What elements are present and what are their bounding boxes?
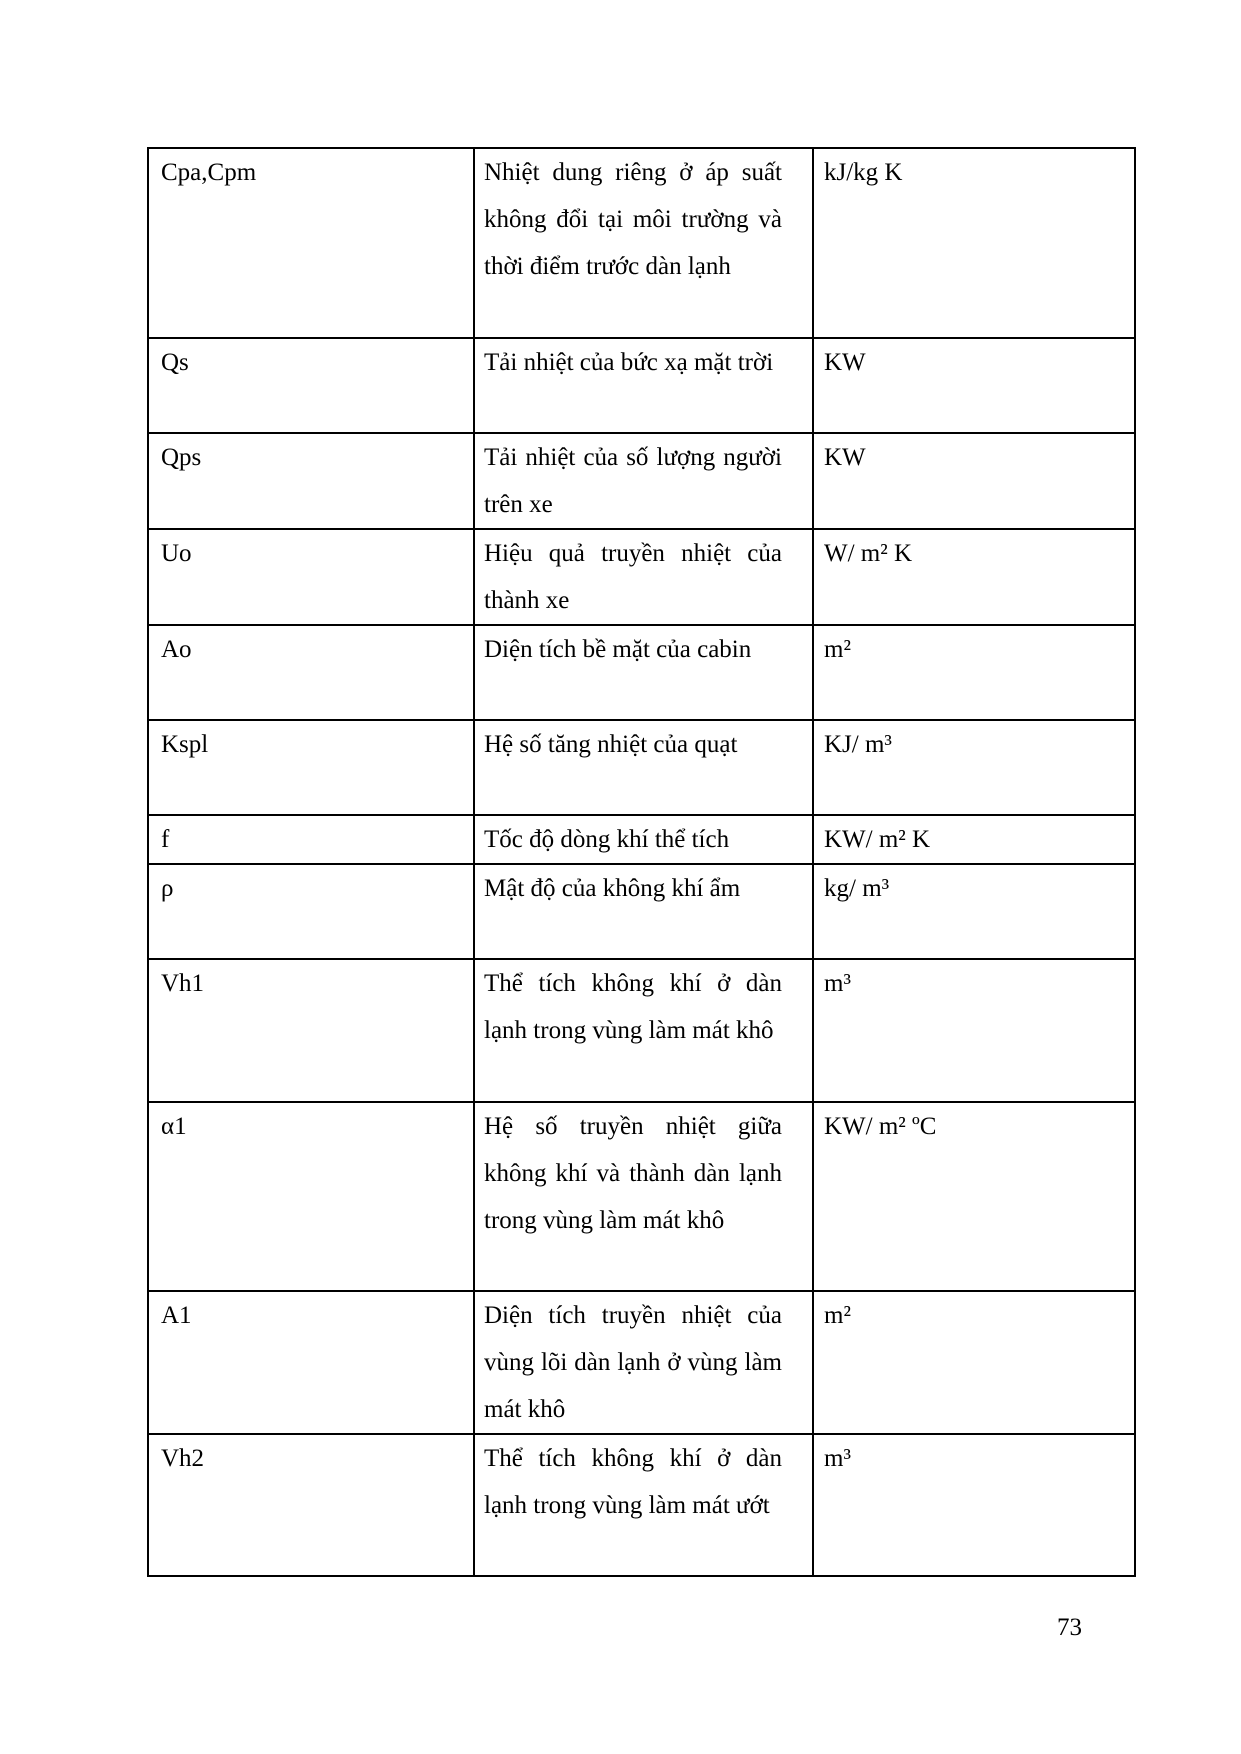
description-cell: Diện tích truyền nhiệt của vùng lõi dàn lạnh ở vùng làm mát khô <box>474 1291 813 1434</box>
symbol-cell: Kspl <box>148 720 474 815</box>
table-row <box>148 864 1135 959</box>
unit-cell: KW/ m² ºC <box>813 1102 1135 1291</box>
unit-cell: m³ <box>813 959 1135 1102</box>
symbol-cell: Ao <box>148 625 474 720</box>
symbol-cell: Uo <box>148 529 474 625</box>
description-cell: Tốc độ dòng khí thể tích <box>474 815 813 864</box>
table-row <box>148 433 1135 529</box>
description-cell: Mật độ của không khí ẩm <box>474 864 813 959</box>
page-number: 73 <box>1057 1614 1082 1641</box>
symbol-cell: Vh1 <box>148 959 474 1102</box>
table-row <box>148 1434 1135 1576</box>
description-cell: Hệ số tăng nhiệt của quạt <box>474 720 813 815</box>
symbol-cell: f <box>148 815 474 864</box>
unit-cell: m³ <box>813 1434 1135 1576</box>
unit-cell: KW/ m² K <box>813 815 1135 864</box>
symbol-cell: ρ <box>148 864 474 959</box>
symbol-cell: α1 <box>148 1102 474 1291</box>
unit-cell: KJ/ m³ <box>813 720 1135 815</box>
table-row <box>148 1291 1135 1434</box>
unit-cell: W/ m² K <box>813 529 1135 625</box>
table-row <box>148 148 1135 338</box>
description-cell: Tải nhiệt của bức xạ mặt trời <box>474 338 813 433</box>
table-row <box>148 338 1135 433</box>
table-row <box>148 1102 1135 1291</box>
description-cell: Hệ số truyền nhiệt giữa không khí và thành dàn lạnh trong vùng làm mát khô <box>474 1102 813 1291</box>
unit-cell: m² <box>813 1291 1135 1434</box>
description-cell: Nhiệt dung riêng ở áp suất không đổi tại môi trường và thời điểm trước dàn lạnh <box>474 148 813 338</box>
description-cell: Tải nhiệt của số lượng người trên xe <box>474 433 813 529</box>
symbol-cell: Cpa,Cpm <box>148 148 474 338</box>
symbol-cell: Vh2 <box>148 1434 474 1576</box>
unit-cell: KW <box>813 433 1135 529</box>
unit-cell: KW <box>813 338 1135 433</box>
table-row <box>148 815 1135 864</box>
unit-cell: m² <box>813 625 1135 720</box>
symbol-cell: A1 <box>148 1291 474 1434</box>
symbol-cell: Qps <box>148 433 474 529</box>
table-row <box>148 720 1135 815</box>
symbol-table <box>147 147 1136 1577</box>
table-row <box>148 625 1135 720</box>
description-cell: Diện tích bề mặt của cabin <box>474 625 813 720</box>
unit-cell: kJ/kg K <box>813 148 1135 338</box>
symbol-cell: Qs <box>148 338 474 433</box>
table-row <box>148 529 1135 625</box>
unit-cell: kg/ m³ <box>813 864 1135 959</box>
description-cell: Thể tích không khí ở dàn lạnh trong vùng làm mát khô <box>474 959 813 1102</box>
table-row <box>148 959 1135 1102</box>
description-cell: Thể tích không khí ở dàn lạnh trong vùng làm mát ướt <box>474 1434 813 1576</box>
description-cell: Hiệu quả truyền nhiệt của thành xe <box>474 529 813 625</box>
symbol-table-body <box>148 148 1135 1576</box>
